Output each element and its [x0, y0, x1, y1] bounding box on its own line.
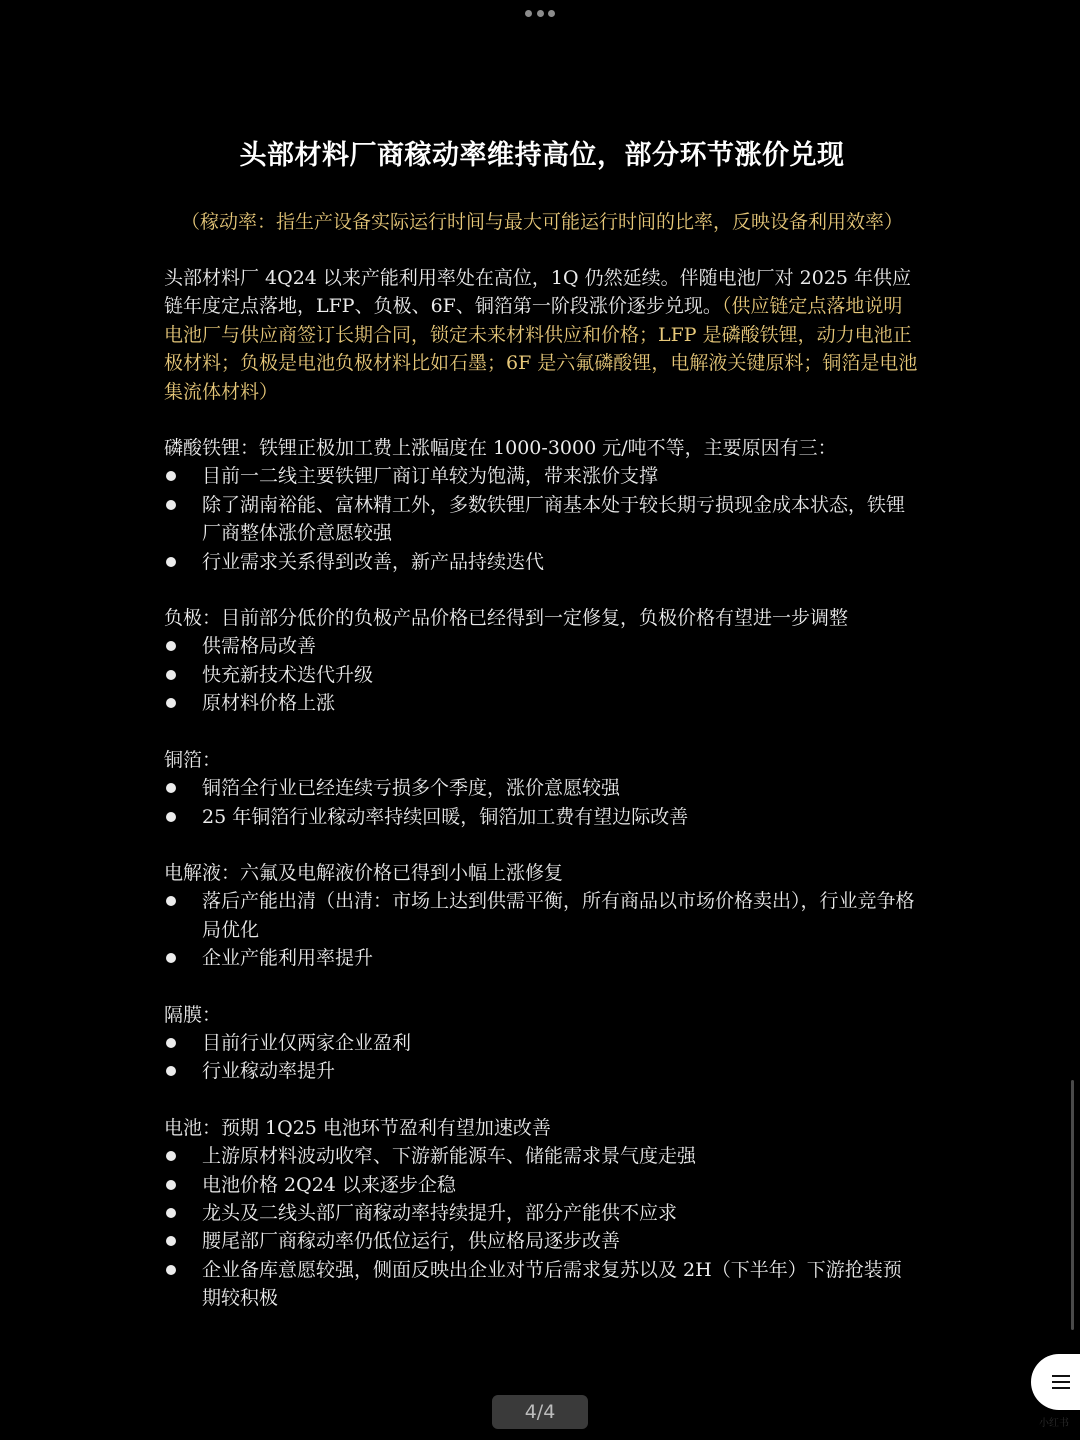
list-item-text: 除了湖南裕能、富林精工外，多数铁锂厂商基本处于较长期亏损现金成本状态，铁锂厂商整体涨价意愿较强 — [202, 493, 906, 545]
dot — [537, 10, 544, 17]
section-heading: 负极：目前部分低价的负极产品价格已经得到一定修复，负极价格有望进一步调整 — [164, 607, 849, 630]
bullet-list — [164, 774, 920, 831]
dot — [548, 10, 555, 17]
bullet-icon — [166, 641, 176, 651]
bullet-icon — [166, 896, 176, 906]
list-item-text: 目前一二线主要铁锂厂商订单较为饱满，带来涨价支撑 — [202, 465, 659, 488]
bullet-list — [164, 1142, 920, 1312]
list-item — [164, 491, 920, 548]
list-item — [164, 1256, 920, 1313]
list-item-text: 原材料价格上涨 — [202, 692, 336, 715]
list-item-text: 供需格局改善 — [202, 635, 317, 658]
list-item — [164, 462, 920, 490]
bullet-icon — [166, 471, 176, 481]
section-heading: 电池：预期 1Q25 电池环节盈利有望加速改善 — [164, 1116, 551, 1139]
bullet-list — [164, 1029, 920, 1086]
section-anode — [164, 604, 920, 718]
list-item — [164, 1227, 920, 1255]
list-item-text: 25 年铜箔行业稼动率持续回暖，铜箔加工费有望边际改善 — [202, 805, 689, 828]
bullet-icon — [166, 1066, 176, 1076]
scrollbar[interactable] — [1071, 1080, 1074, 1330]
list-item — [164, 689, 920, 717]
section-heading: 铜箔： — [164, 748, 222, 771]
bullet-list — [164, 462, 920, 576]
bullet-icon — [166, 500, 176, 510]
intro-paragraph — [164, 264, 920, 406]
list-item-text: 龙头及二线头部厂商稼动率持续提升，部分产能供不应求 — [202, 1201, 678, 1224]
menu-button[interactable] — [1031, 1354, 1080, 1410]
list-item-text: 行业需求关系得到改善，新产品持续迭代 — [202, 550, 545, 573]
list-item-text: 腰尾部厂商稼动率仍低位运行，供应格局逐步改善 — [202, 1230, 621, 1253]
list-item-text: 行业稼动率提升 — [202, 1060, 336, 1083]
section-copper-foil — [164, 746, 920, 831]
bullet-icon — [166, 783, 176, 793]
list-item — [164, 1171, 920, 1199]
list-item-text: 目前行业仅两家企业盈利 — [202, 1031, 412, 1054]
document-page — [164, 130, 920, 1313]
bullet-icon — [166, 1151, 176, 1161]
more-options-icon[interactable] — [525, 9, 555, 17]
menu-icon — [1052, 1374, 1070, 1390]
section-battery — [164, 1114, 920, 1313]
bullet-list — [164, 887, 920, 972]
list-item-text: 快充新技术迭代升级 — [202, 663, 374, 686]
section-lfp — [164, 434, 920, 576]
list-item — [164, 887, 920, 944]
bullet-icon — [166, 1265, 176, 1275]
list-item — [164, 1142, 920, 1170]
section-heading: 磷酸铁锂：铁锂正极加工费上涨幅度在 1000-3000 元/吨不等，主要原因有三： — [164, 437, 837, 460]
list-item — [164, 1057, 920, 1085]
bullet-icon — [166, 1180, 176, 1190]
bullet-icon — [166, 953, 176, 963]
bullet-icon — [166, 1038, 176, 1048]
page-indicator: 4/4 — [492, 1395, 588, 1429]
list-item-text: 企业备库意愿较强，侧面反映出企业对节后需求复苏以及 2H（下半年）下游抢装预期较积极 — [202, 1258, 902, 1310]
section-electrolyte — [164, 859, 920, 973]
bullet-icon — [166, 670, 176, 680]
list-item — [164, 803, 920, 831]
page-title: 头部材料厂商稼动率维持高位，部分环节涨价兑现 — [239, 140, 845, 171]
list-item — [164, 632, 920, 660]
bullet-icon — [166, 1208, 176, 1218]
list-item-text: 电池价格 2Q24 以来逐步企稳 — [202, 1173, 456, 1196]
list-item — [164, 548, 920, 576]
bullet-icon — [166, 812, 176, 822]
watermark-logo: 小红书 — [1039, 1418, 1069, 1429]
bullet-icon — [166, 698, 176, 708]
bullet-icon — [166, 1236, 176, 1246]
list-item — [164, 661, 920, 689]
section-separator — [164, 1001, 920, 1086]
section-heading: 电解液：六氟及电解液价格已得到小幅上涨修复 — [164, 861, 564, 884]
section-heading: 隔膜： — [164, 1003, 222, 1026]
list-item-text: 落后产能出清（出清：市场上达到供需平衡，所有商品以市场价格卖出），行业竞争格局优化 — [202, 890, 915, 941]
list-item-text: 企业产能利用率提升 — [202, 947, 374, 970]
bullet-icon — [166, 557, 176, 567]
intro-note: （供应链定点落地说明电池厂与供应商签订长期合同，锁定未来材料供应和价格；LFP 是磷酸铁锂，动力电池正极材料；负极是电池负极材料比如石墨；6F 是六氟磷酸锂，电解液关键原料；铜箔是电池集流体材料） — [164, 295, 918, 403]
list-item — [164, 1029, 920, 1057]
list-item-text: 铜箔全行业已经连续亏损多个季度，涨价意愿较强 — [202, 777, 621, 800]
bullet-list — [164, 632, 920, 717]
dot — [525, 10, 532, 17]
intro-main: 头部材料厂 4Q24 以来产能利用率处在高位，1Q 仍然延续。伴随电池厂对 2025 年供应链年度定点落地，LFP、负极、6F、铜箔第一阶段涨价逐步兑现。 — [164, 267, 912, 318]
list-item — [164, 1199, 920, 1227]
list-item — [164, 774, 920, 802]
list-item-text: 上游原材料波动收窄、下游新能源车、储能需求景气度走强 — [202, 1145, 697, 1168]
subtitle-note: （稼动率：指生产设备实际运行时间与最大可能运行时间的比率，反映设备利用效率） — [180, 211, 903, 233]
list-item — [164, 944, 920, 972]
